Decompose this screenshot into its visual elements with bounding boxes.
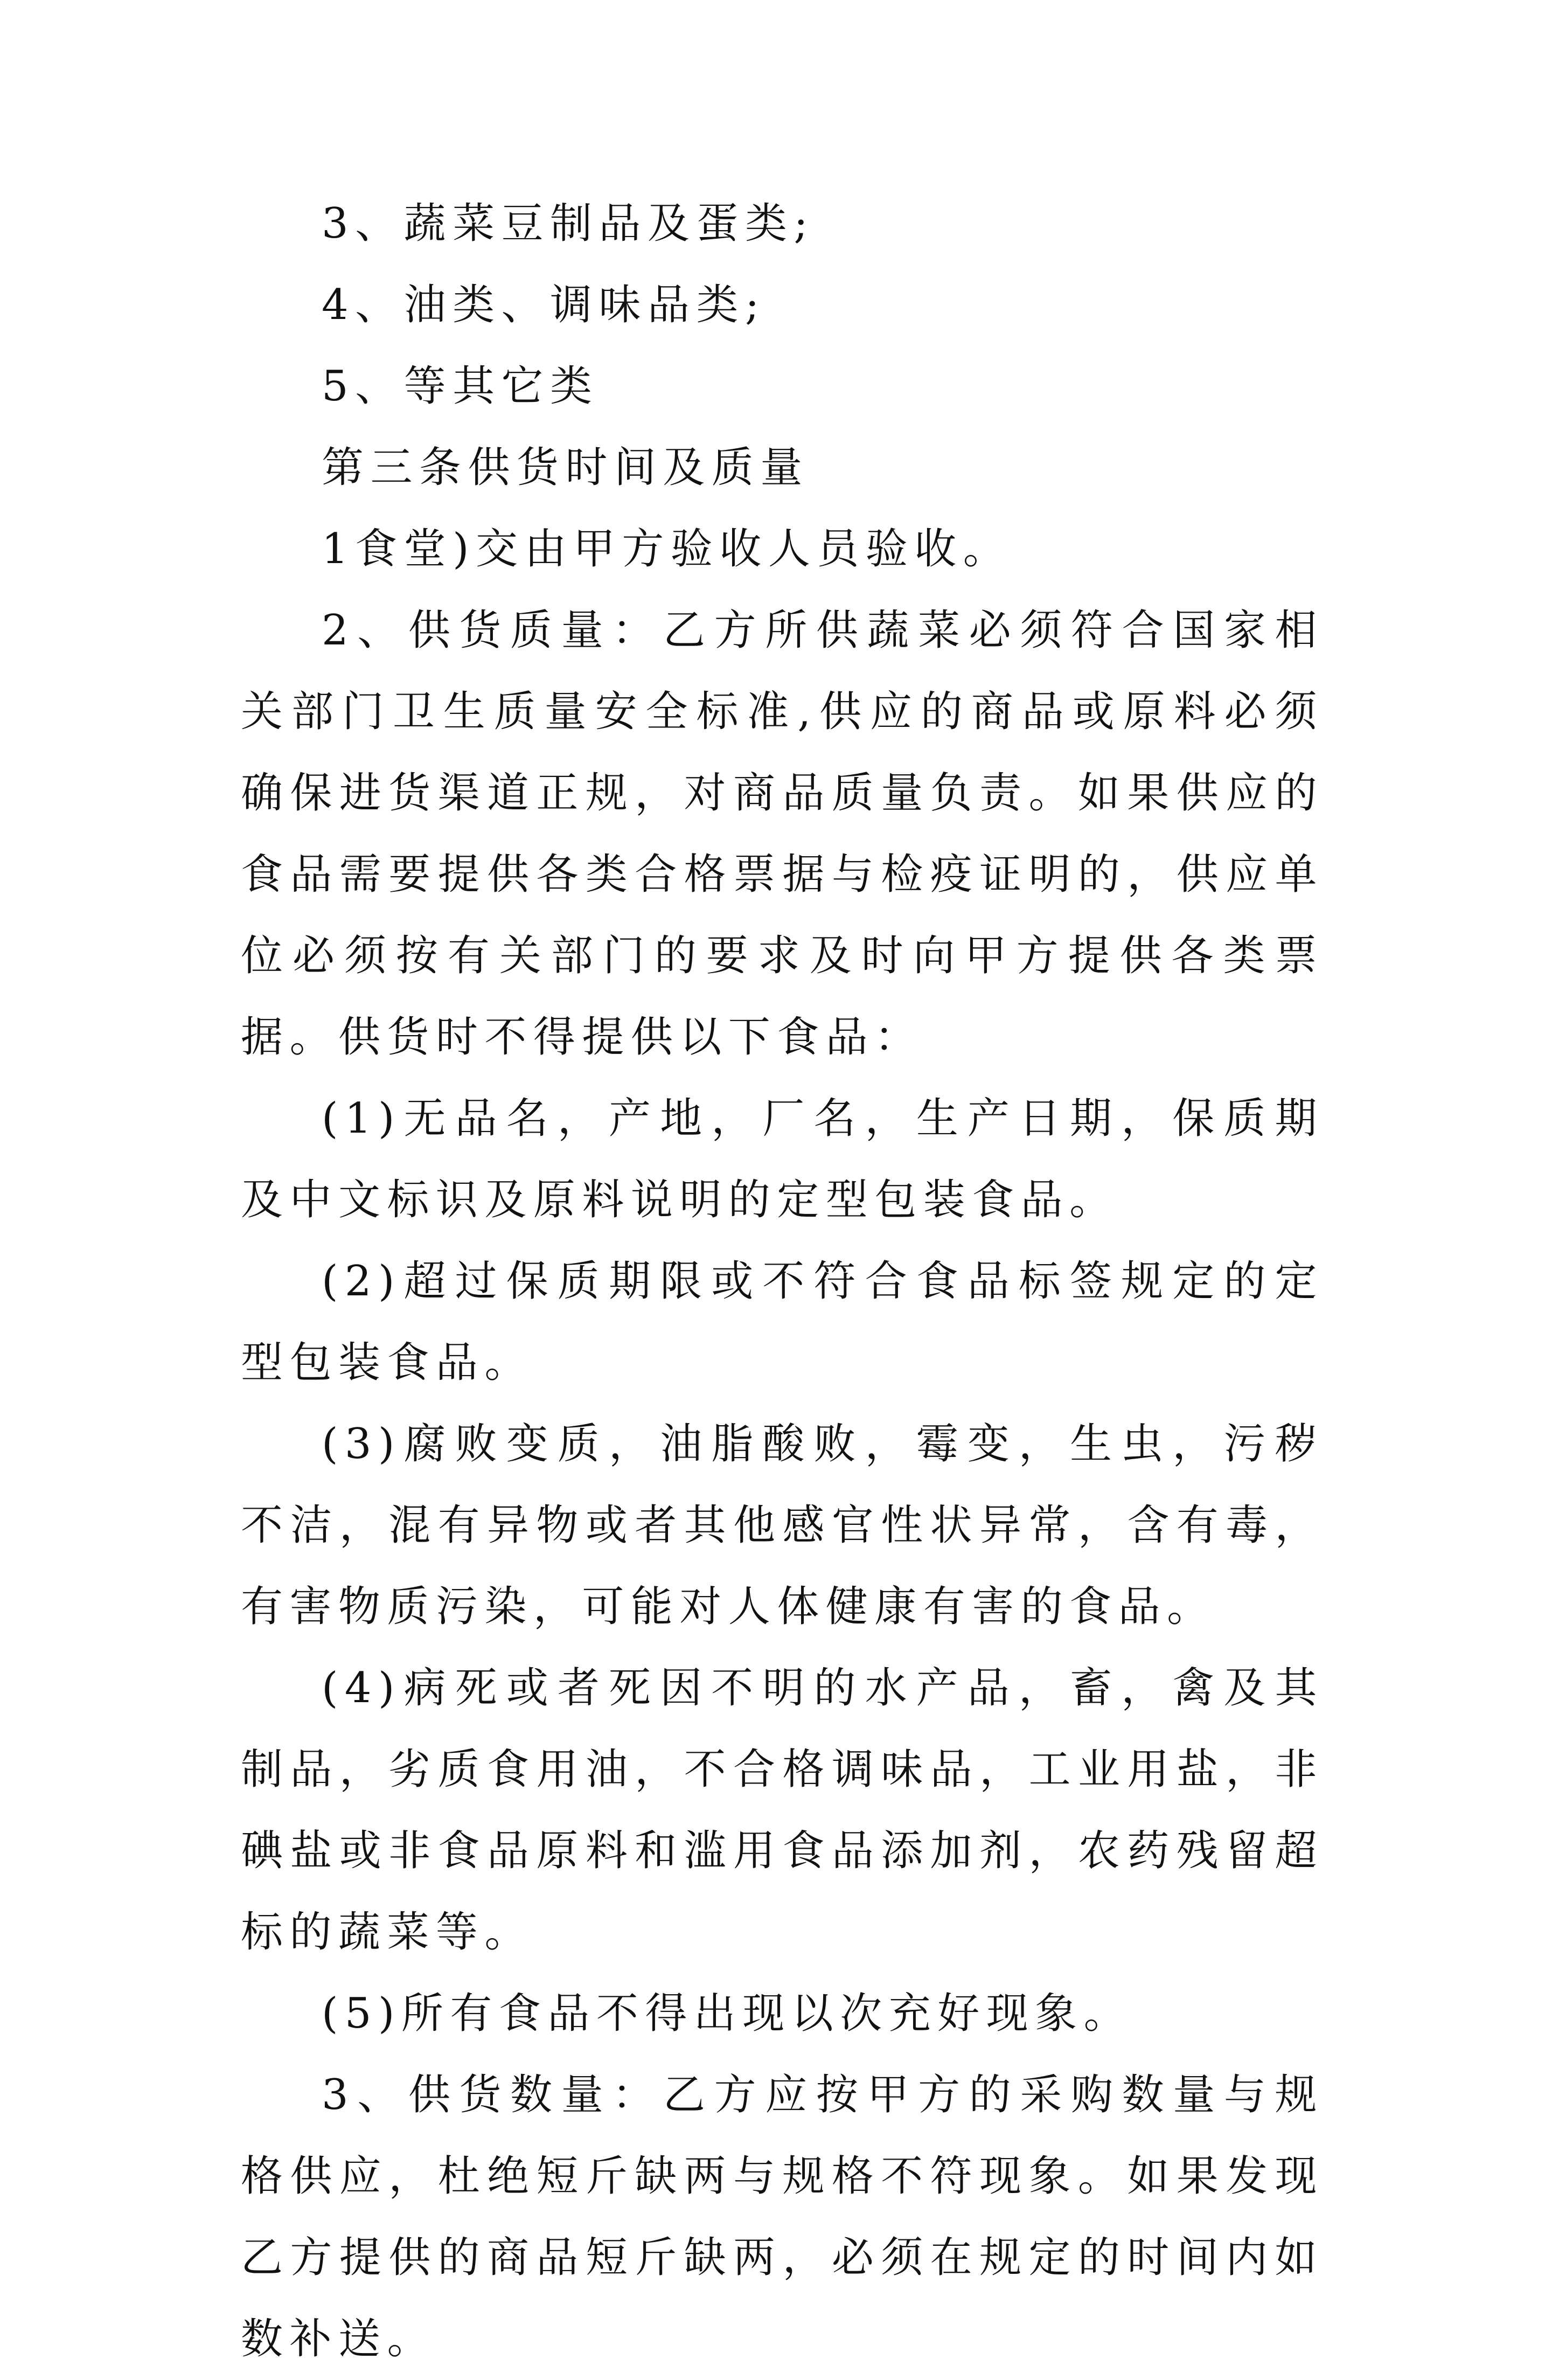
paragraph-delivery-acceptance: 1食堂)交由甲方验收人员验收。 [322,525,1012,573]
paragraph-supply-quantity: 3、供货数量：乙方应按甲方的采购数量与规格供应，杜绝短斤缺两与规格不符现象。如果发现乙方提供的商品短斤缺两，必须在规定的时间内如数补送。 [241,2071,1324,2363]
prohibited-item-1: (1)无品名，产地，厂名，生产日期，保质期及中文标识及原料说明的定型包装食品。 [241,1094,1324,1224]
prohibited-item-3: (3)腐败变质，油脂酸败，霉变，生虫，污秽不洁，混有异物或者其他感官性状异常，含有毒，有害物质污染，可能对人体健康有害的食品。 [241,1420,1324,1631]
prohibited-item-5: (5)所有食品不得出现以次充好现象。 [322,1989,1133,2038]
section-heading-article-three: 第三条供货时间及质量 [322,443,809,492]
list-item-oils: 4、油类、调味品类; [322,281,766,329]
list-item-vegetables: 3、蔬菜豆制品及蛋类; [322,199,815,248]
prohibited-item-4: (4)病死或者死因不明的水产品，畜，禽及其制品，劣质食用油，不合格调味品，工业用盐，非碘盐或非食品原料和滥用食品添加剂，农药残留超标的蔬菜等。 [241,1664,1324,1956]
paragraph-supply-quality: 2、供货质量：乙方所供蔬菜必须符合国家相关部门卫生质量安全标准,供应的商品或原料必须确保进货渠道正规，对商品质量负责。如果供应的食品需要提供各类合格票据与检疫证明的，供应单位必须按有关部门的要求及时向甲方提供各类票据。供货时不得提供以下食品： [241,606,1324,1061]
list-item-others: 5、等其它类 [322,362,599,411]
document-body [241,183,1324,2380]
prohibited-item-2: (2)超过保质期限或不符合食品标签规定的定型包装食品。 [241,1257,1324,1387]
